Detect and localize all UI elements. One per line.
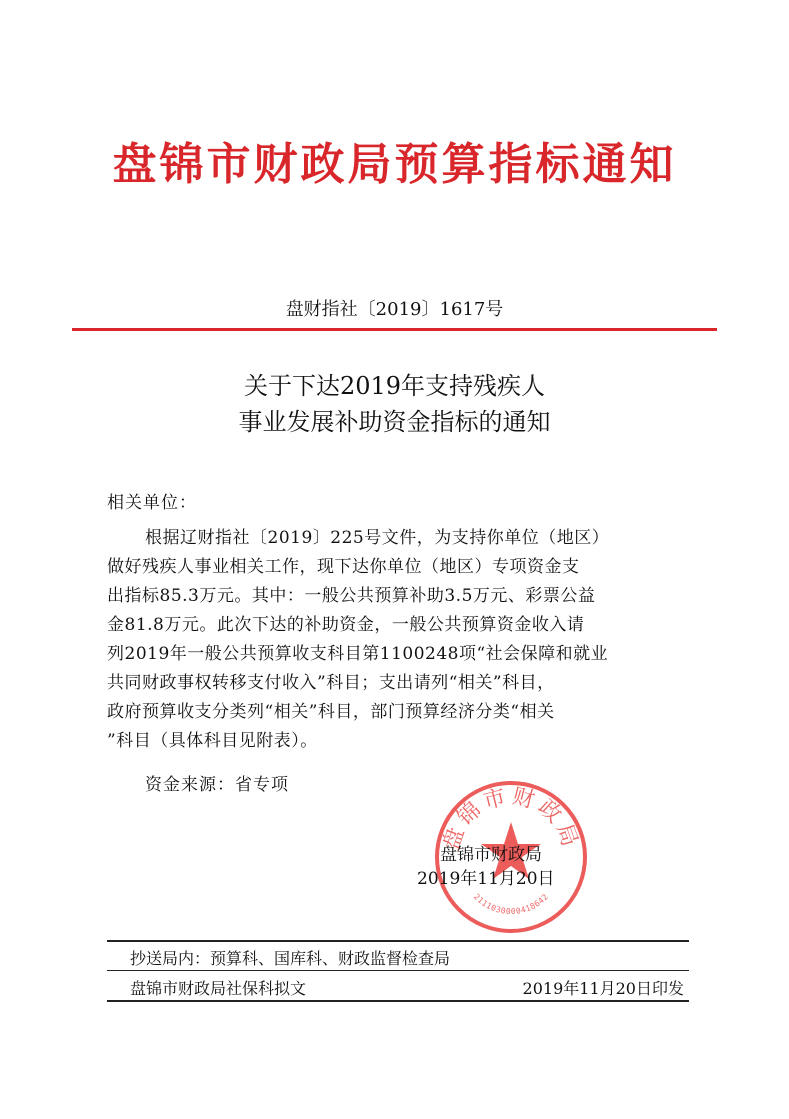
signature-date: 2019年11月20日: [417, 869, 555, 889]
svg-text:2111030000418642: [472, 892, 550, 916]
footer-bottom-rule: [107, 1000, 689, 1002]
document-header-title: 盘锦市财政局预算指标通知: [112, 139, 677, 190]
footer-drafter-row: [130, 976, 684, 999]
footer-middle-rule: [107, 970, 689, 971]
footer-top-rule: [107, 940, 689, 942]
body-line: 金81.8万元。此次下达的补助资金，一般公共预算资金收入请: [107, 615, 585, 635]
seal-text: 盘锦市财政局: [438, 783, 584, 854]
document-title: [0, 368, 789, 440]
red-separator-rule: [72, 328, 717, 331]
seal-code: 2111030000418642: [471, 892, 551, 917]
body-line: 政府预算收支分类列“相关”科目，部门预算经济分类“相关: [107, 702, 555, 722]
signature-issuer: 盘锦市财政局: [440, 845, 542, 865]
body-line: 出指标85.3万元。其中：一般公共预算补助3.5万元、彩票公益: [107, 586, 596, 606]
salutation: 相关单位：: [107, 493, 197, 513]
document-title-line-1: 关于下达2019年支持残疾人: [243, 372, 546, 400]
cc-line: 抄送局内：预算科、国库科、财政监督检查局: [130, 949, 451, 968]
body-line: 根据辽财指社〔2019〕225号文件，为支持你单位（地区）: [145, 528, 610, 548]
document-title-line-2: 事业发展补助资金指标的通知: [238, 408, 551, 436]
print-date: 2019年11月20日印发: [522, 979, 684, 998]
body-paragraph: [107, 524, 697, 756]
body-line: 共同财政事权转移支付收入”科目；支出请列“相关”科目，: [107, 673, 555, 693]
document-number: 盘财指社〔2019〕1617号: [285, 299, 504, 320]
body-line: ”科目（具体科目见附表）。: [107, 731, 318, 751]
drafter: 盘锦市财政局社保科拟文: [130, 979, 307, 998]
body-line: 列2019年一般公共预算收支科目第1100248项“社会保障和就业: [107, 644, 609, 664]
body-line: 做好残疾人事业相关工作，现下达你单位（地区）专项资金支: [107, 557, 580, 577]
fund-source: 资金来源：省专项: [145, 775, 289, 795]
